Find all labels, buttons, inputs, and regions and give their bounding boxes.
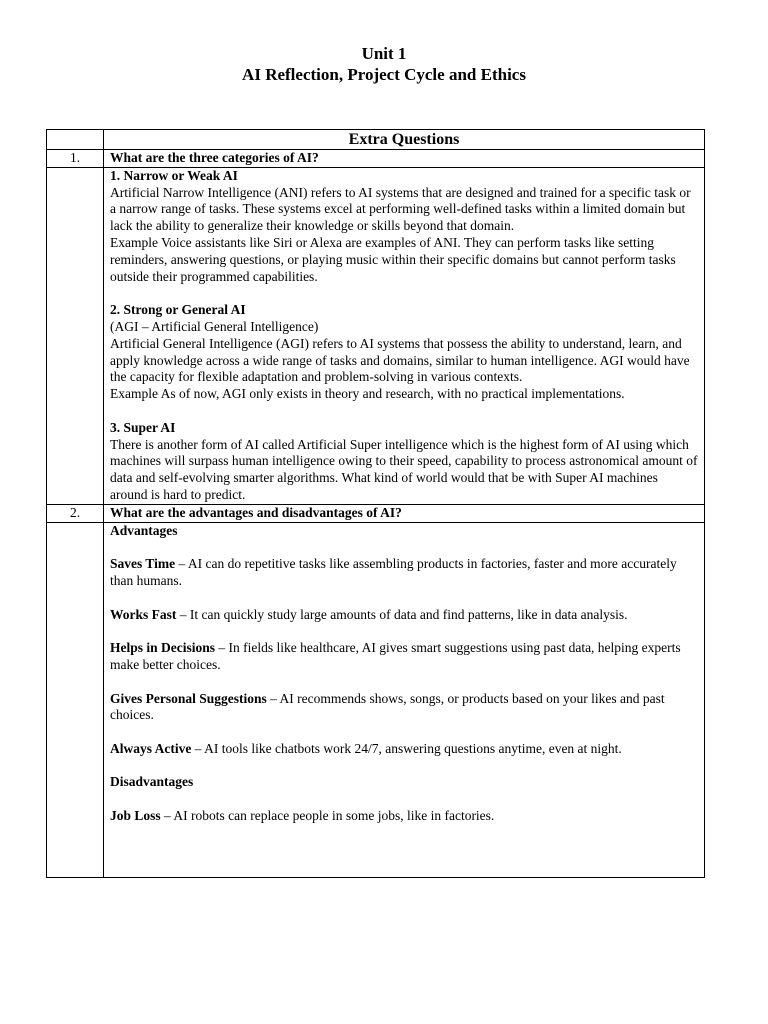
item-term: Job Loss: [110, 808, 161, 824]
table-header-row: [47, 130, 705, 150]
disadvantages-heading: Disadvantages: [110, 774, 194, 790]
question-row-1: [47, 150, 705, 168]
answer-row-1: [47, 167, 705, 504]
section-subtitle: (AGI – Artificial General Intelligence): [110, 318, 319, 334]
answer-row-2: [47, 522, 705, 877]
item-text: – AI recommends shows, songs, or products based on your likes and past choices.: [110, 690, 665, 723]
section-title: 2. Strong or General AI: [110, 302, 246, 318]
section-title: 1. Narrow or Weak AI: [110, 167, 238, 183]
table-heading: Extra Questions: [104, 130, 705, 150]
paragraph: Artificial General Intelligence (AGI) refers to AI systems that possess the ability to understand, learn, and apply knowledge across a wide range of tasks and domains, similar to human intelligence. AGI would have the capacity for flexible adaptation and problem-solving in various contexts.: [110, 335, 690, 385]
question-text: What are the three categories of AI?: [104, 150, 705, 168]
item-text: – AI robots can replace people in some jobs, like in factories.: [160, 808, 495, 824]
item-term: Gives Personal Suggestions: [110, 690, 267, 706]
section-title: 3. Super AI: [110, 419, 176, 435]
item-term: Always Active: [110, 740, 192, 756]
title-block: [0, 43, 768, 85]
answer-cell: [104, 167, 705, 504]
item-term: Helps in Decisions: [110, 640, 216, 656]
list-item: [110, 640, 698, 674]
questions-table: [46, 129, 705, 878]
list-item: [110, 607, 698, 624]
page-title: AI Reflection, Project Cycle and Ethics: [242, 65, 526, 84]
item-term: Works Fast: [110, 606, 177, 622]
item-text: – AI can do repetitive tasks like assembling products in factories, faster and more accurately than humans.: [110, 556, 677, 588]
question-number: 1.: [47, 150, 104, 168]
question-row-2: [47, 504, 705, 522]
item-text: – It can quickly study large amounts of data and find patterns, like in data analysis.: [176, 606, 628, 622]
paragraph: There is another form of AI called Artificial Super intelligence which is the highest form of AI using which machines will surpass human intelligence owing to their speed, capability to process astronomical amount of data and self-evolving smarter algorithms. What kind of world would that be with Super AI machines around is hard to predict.: [110, 436, 698, 502]
question-text: What are the advantages and disadvantages of AI?: [104, 504, 705, 522]
question-number: 2.: [47, 504, 104, 522]
list-item: [110, 741, 698, 758]
list-item: [110, 556, 698, 590]
answer-cell: [104, 522, 705, 877]
answer-number-cell: [47, 167, 104, 504]
item-text: – AI tools like chatbots work 24/7, answering questions anytime, even at night.: [191, 740, 622, 756]
list-item: [110, 808, 698, 825]
answer-number-cell: [47, 522, 104, 877]
unit-title: Unit 1: [361, 44, 407, 63]
header-number-cell: [47, 130, 104, 150]
item-term: Saves Time: [110, 556, 176, 572]
list-item: [110, 691, 698, 725]
paragraph: Example As of now, AGI only exists in theory and research, with no practical implementations.: [110, 386, 625, 402]
advantages-heading: Advantages: [110, 522, 178, 538]
item-text: – In fields like healthcare, AI gives smart suggestions using past data, helping experts make better choices.: [110, 640, 681, 672]
paragraph: Artificial Narrow Intelligence (ANI) refers to AI systems that are designed and trained for a specific task or a narrow range of tasks. These systems excel at performing well-defined tasks within a limited domain but lack the ability to generalize their knowledge or skills beyond that domain.: [110, 184, 691, 234]
paragraph: Example Voice assistants like Siri or Alexa are examples of ANI. They can perform tasks like setting reminders, answering questions, or playing music within their specific domains but cannot perform tasks outside their programmed capabilities.: [110, 234, 676, 284]
